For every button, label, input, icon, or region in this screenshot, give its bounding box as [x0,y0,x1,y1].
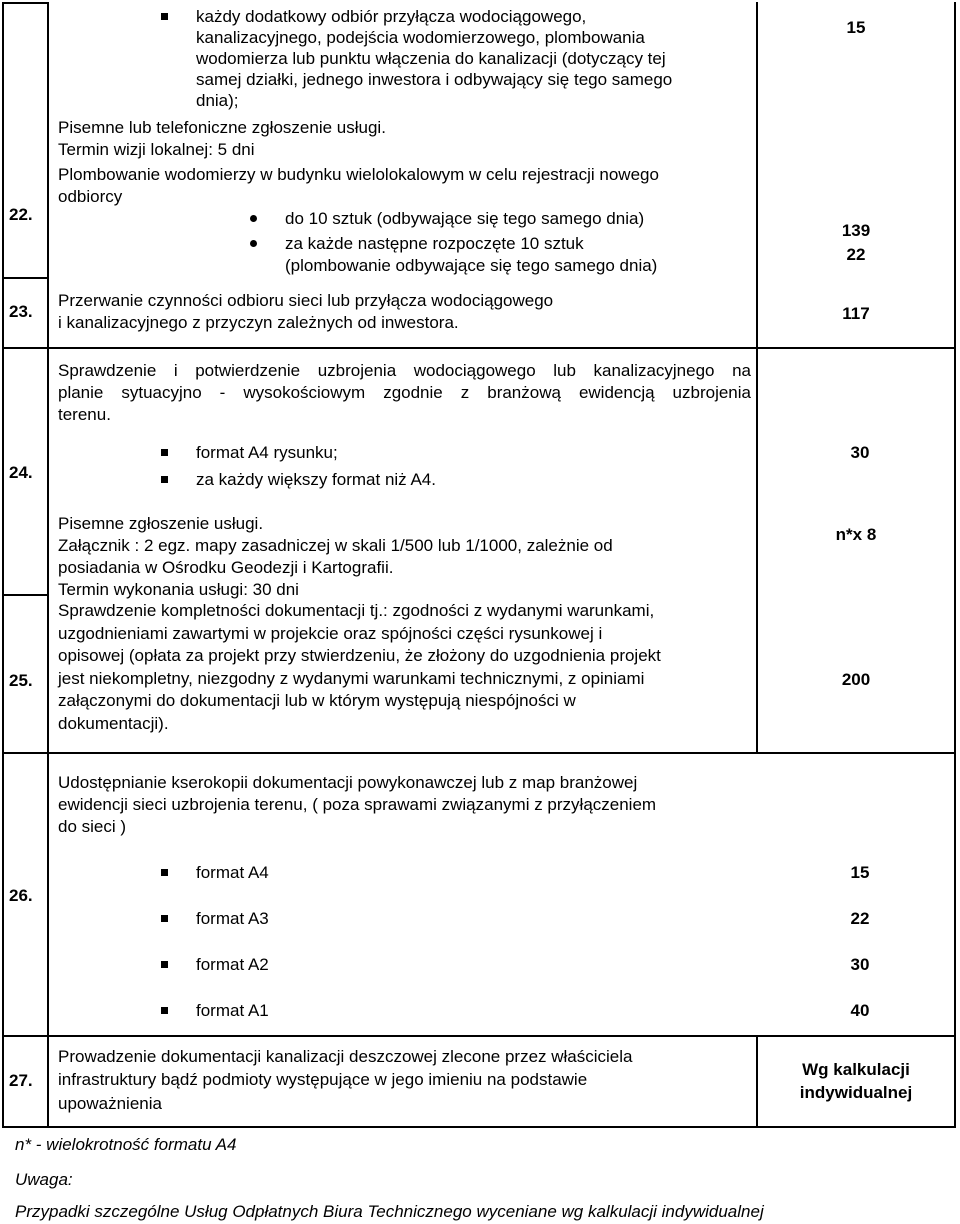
row23-number: 23. [9,302,33,321]
row26-price-a4: 15 [850,863,870,882]
row24-number: 24. [9,463,33,482]
row22-item2-line2: (plombowanie odbywające się tego samego dnia) [285,256,658,275]
row27-price-line2: indywidualnej [799,1083,913,1102]
table-top-border [2,2,48,4]
row26-format-a3: format A3 [196,909,269,928]
row26-format-a4: format A4 [196,863,269,882]
bullet-dot [250,215,257,222]
row26-format-a1: format A1 [196,1001,269,1020]
row-separator-25-26 [2,752,956,754]
footer-heading: Uwaga: [15,1170,73,1189]
row22-sealing-line2: odbiorcy [58,187,123,206]
footnote: n* - wielokrotność formatu A4 [15,1135,237,1154]
text-line: Sprawdzenie kompletności dokumentacji tj.: zgodności z wydanymi warunkami, [58,601,655,620]
text-line: załączonymi do dokumentacji lub w którym występują niespójności w [58,691,576,710]
bullet-square [161,1007,168,1014]
row24-line2: planie sytuacyjno - wysokościowym zgodnie z branżową ewidencją uzbrojenia [58,383,751,402]
row27-price-line1: Wg kalkulacji [802,1060,910,1079]
column-divider-number [47,2,49,1128]
row25-number: 25. [9,671,33,690]
bullet-square [161,869,168,876]
row26-line2: ewidencji sieci uzbrojenia terenu, ( poza sprawami związanymi z przyłączeniem [58,795,657,814]
row26-price-a3: 22 [850,909,870,928]
footer-text: Przypadki szczególne Usług Odpłatnych Biura Technicznego wyceniane wg kalkulacji indywidualnej [15,1202,764,1221]
row22-item1: do 10 sztuk (odbywające się tego samego dnia) [285,209,645,228]
text-line: każdy dodatkowy odbiór przyłącza wodociągowego, [196,7,587,26]
row26-price-a2: 30 [850,955,870,974]
row26-number: 26. [9,886,33,905]
row27-line3: upoważnienia [58,1094,162,1113]
bullet-dot [250,240,257,247]
row27-line1: Prowadzenie dokumentacji kanalizacji deszczowej zlecone przez właściciela [58,1047,633,1066]
row24-item1: format A4 rysunku; [196,443,338,462]
bullet-square [161,13,168,20]
row27-line2: infrastruktury bądź podmioty występujące w jego imieniu na podstawie [58,1070,588,1089]
row26-price-a1: 40 [850,1001,870,1020]
row24-line3: terenu. [58,405,111,424]
row23-line1: Przerwanie czynności odbioru sieci lub przyłącza wodociągowego [58,291,554,310]
row-separator-26-27 [2,1035,956,1037]
row24-req4: Termin wykonania usługi: 30 dni [58,580,299,599]
text-line: dokumentacji). [58,713,169,733]
bullet-square [161,476,168,483]
row26-line1: Udostępnianie kserokopii dokumentacji powykonawczej lub z map branżowej [58,773,638,792]
row22-price1: 139 [841,221,871,240]
row22-number: 22. [9,205,33,224]
row25-price: 200 [841,670,871,689]
row26-format-a2: format A2 [196,955,269,974]
row22-sealing-line1: Plombowanie wodomierzy w budynku wielolokalowym w celu rejestracji nowego [58,165,659,184]
table-right-border [954,2,956,1128]
row24-req2: Załącznik : 2 egz. mapy zasadniczej w skali 1/500 lub 1/1000, zależnie od [58,536,613,555]
row26-line3: do sieci ) [58,817,127,836]
text-line: uzgodnieniami zawartymi w projekcie oraz spójności części rysunkowej i [58,623,603,643]
row-separator-24-25 [2,594,48,596]
table-left-border [2,2,4,1128]
row27-number: 27. [9,1071,33,1090]
row24-req3: posiadania w Ośrodku Geodezji i Kartografii. [58,558,394,577]
row22-price2: 22 [846,245,866,264]
row25-text [58,600,661,735]
row23-line2: i kanalizacyjnego z przyczyn zależnych od inwestora. [58,313,459,332]
text-line: dnia); [196,91,239,110]
text-line: opisowej (opłata za projekt przy stwierdzeniu, że złożony do uzgodnienia projekt [58,646,661,665]
row24-item1-price: 30 [850,443,870,462]
row23-price: 117 [842,304,870,323]
row22-item2-line1: za każde następne rozpoczęte 10 sztuk [285,234,584,253]
row-separator-23-24 [2,347,956,349]
bullet-square [161,449,168,456]
row22-price-top: 15 [846,18,866,37]
row24-item2-price: n*x 8 [835,525,877,544]
bullet-square [161,915,168,922]
row24-req1: Pisemne zgłoszenie usługi. [58,514,264,533]
row-separator-22-23 [2,277,48,279]
text-line: jest niekompletny, niezgodny z wydanymi warunkami technicznymi, z opiniami [58,668,645,688]
row24-line1: Sprawdzenie i potwierdzenie uzbrojenia wodociągowego lub kanalizacyjnego na [58,361,751,380]
row22-visit-line: Termin wizji lokalnej: 5 dni [58,140,255,159]
bullet-square [161,961,168,968]
row22-bullet-text [196,6,672,111]
table-bottom-border [2,1126,956,1128]
text-line: samej działki, jednego inwestora i odbywający się tego samego [196,70,673,89]
text-line: kanalizacyjnego, podejścia wodomierzowego, plombowania [196,28,645,47]
text-line: wodomierza lub punktu włączenia do kanalizacji (dotyczący tej [196,49,666,68]
row22-request-line: Pisemne lub telefoniczne zgłoszenie usługi. [58,118,386,137]
row24-item2: za każdy większy format niż A4. [196,470,436,489]
column-divider-price-upper [756,2,758,752]
